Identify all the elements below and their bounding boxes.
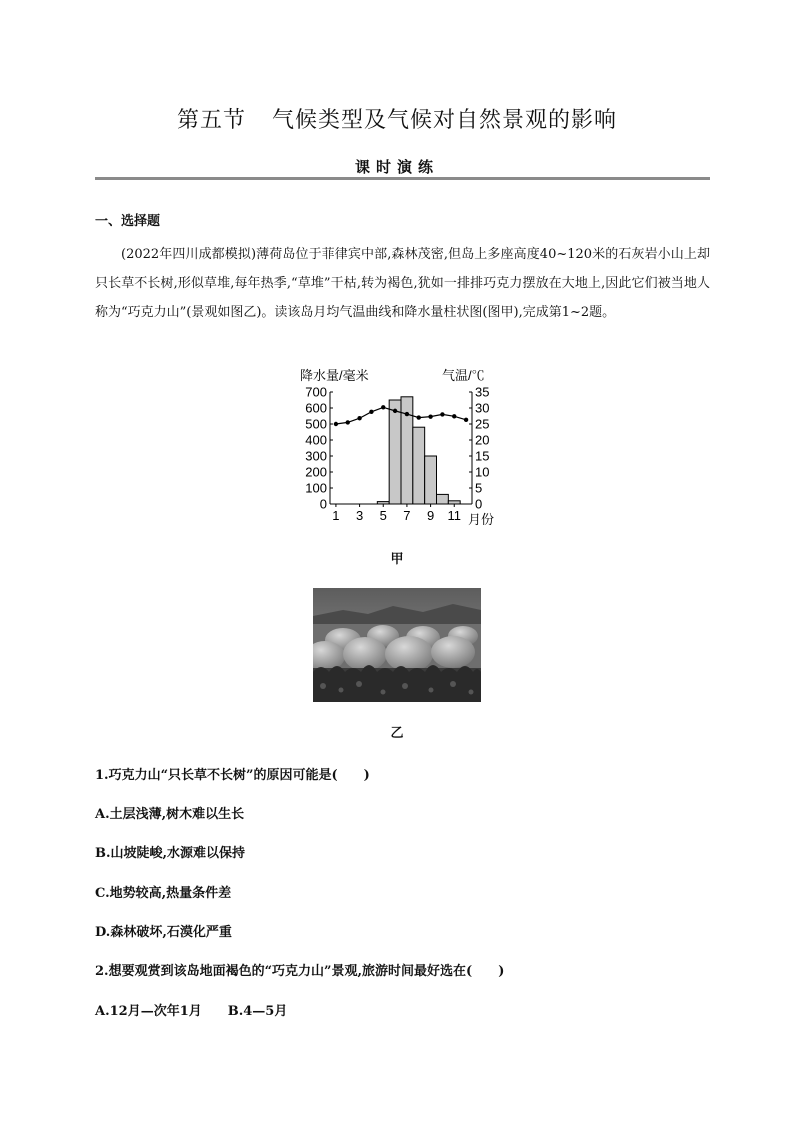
temp-tick-label: 15: [475, 448, 490, 464]
question-1-option-c[interactable]: C.地势较高,热量条件差: [95, 886, 232, 901]
question-1-option-a[interactable]: A.土层浅薄,树木难以生长: [95, 807, 245, 822]
precip-bar-month-10: [437, 494, 449, 504]
precip-bar-month-5: [377, 502, 389, 504]
title-divider: [95, 177, 710, 180]
precip-tick-label: 0: [319, 496, 327, 512]
x-tick-label: 7: [403, 508, 411, 523]
page-subtitle: 课时演练: [354, 158, 439, 176]
temp-tick-label: 0: [475, 496, 483, 512]
section-heading: 一、选择题: [95, 214, 161, 229]
x-tick-label: 1: [332, 508, 340, 523]
figure-a-caption: 甲: [390, 552, 404, 567]
precip-bar-month-6: [389, 400, 401, 504]
climate-chart: [292, 364, 504, 530]
question-1-option-b[interactable]: B.山坡陡峻,水源难以保持: [95, 846, 246, 861]
temp-tick-label: 5: [475, 480, 483, 496]
question-2-stem: 2.想要观赏到该岛地面褐色的“巧克力山”景观,旅游时间最好选在( ): [95, 964, 505, 979]
x-tick-label: 9: [426, 508, 435, 523]
precip-bar-month-8: [413, 427, 425, 504]
x-tick-label: 5: [379, 508, 387, 523]
temp-point-month-8: [417, 415, 421, 419]
right-axis-label: 气温/℃: [442, 368, 485, 383]
precip-tick-label: 200: [305, 464, 327, 480]
figure-b-caption: 乙: [390, 726, 404, 741]
precip-tick-label: 700: [305, 384, 327, 400]
temp-point-month-2: [346, 420, 350, 424]
temp-tick-label: 35: [475, 384, 490, 400]
temp-point-month-4: [369, 410, 373, 414]
intro-paragraph: (2022年四川成都模拟)薄荷岛位于菲律宾中部,森林茂密,但岛上多座高度40~120米的石灰岩小山上却只长草不长树,形似草堆,每年热季,“草堆”干枯,转为褐色,犹如一排排巧克力摆放在大地上,因此它们被当地人称为“巧克力山”(景观如图乙)。读该岛月均气温曲线和降水量柱状图(图甲),完成第1~2题。: [95, 247, 710, 320]
question-2-options-row: [95, 1000, 287, 1019]
x-tick-label: 3: [355, 508, 364, 523]
temp-point-month-1: [334, 422, 338, 426]
question-1-option-d[interactable]: D.森林破坏,石漠化严重: [95, 925, 232, 940]
question-2-option-a[interactable]: A.12月—次年1月: [95, 1004, 202, 1019]
precip-tick-label: 500: [305, 416, 327, 432]
temp-point-month-12: [464, 418, 468, 422]
temp-point-month-7: [405, 412, 409, 416]
chocolate-hills-photo: [313, 588, 481, 702]
precip-tick-label: 600: [305, 400, 327, 416]
temp-point-month-3: [357, 416, 361, 420]
section-name: 气候类型及气候对自然景观的影响: [272, 108, 618, 133]
temp-tick-label: 25: [475, 416, 490, 432]
temp-point-month-6: [393, 409, 397, 413]
x-tick-label: 11: [447, 508, 461, 523]
temp-point-month-10: [440, 412, 444, 416]
x-axis-label: 月份: [468, 512, 495, 527]
precip-bar-month-9: [425, 456, 437, 504]
temp-point-month-5: [381, 405, 385, 409]
precip-tick-label: 400: [305, 432, 327, 448]
left-axis-label: 降水量/毫米: [300, 368, 369, 383]
precip-tick-label: 100: [305, 480, 327, 496]
temp-point-month-9: [428, 414, 432, 418]
precip-tick-label: 300: [305, 448, 327, 464]
temp-tick-label: 30: [475, 400, 490, 416]
question-1-stem: 1.巧克力山“只长草不长树”的原因可能是( ): [95, 768, 370, 783]
question-2-option-b[interactable]: B.4—5月: [227, 1004, 288, 1019]
temp-tick-label: 10: [475, 464, 490, 480]
section-number: 第五节: [176, 108, 246, 133]
temp-point-month-11: [452, 414, 456, 418]
temp-tick-label: 20: [475, 432, 490, 448]
precip-bar-month-11: [448, 501, 460, 504]
page-title: [0, 103, 794, 134]
